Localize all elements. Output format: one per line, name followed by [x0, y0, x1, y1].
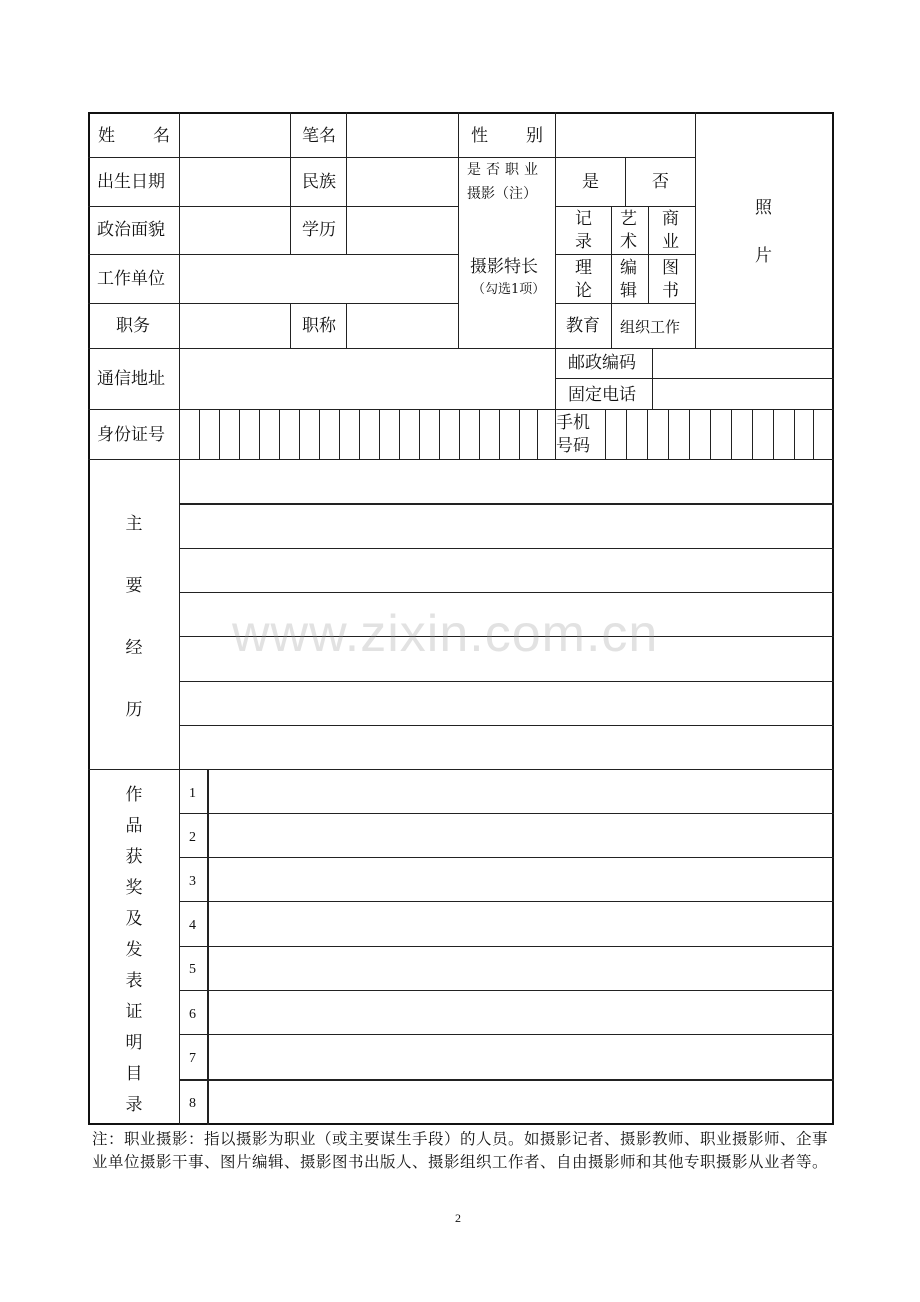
works-label-char: 品 [125, 816, 143, 836]
row-line [88, 459, 834, 460]
is-professional-note-label: 摄影（注） [467, 186, 537, 202]
col-line [652, 348, 653, 409]
education-label: 学历 [302, 220, 336, 240]
col-line [179, 112, 180, 459]
option-editing[interactable]: 编 [620, 258, 637, 278]
row-line [555, 206, 695, 207]
col-line [290, 112, 291, 254]
experience-line [179, 548, 834, 549]
mobile-label: 号码 [556, 436, 590, 456]
experience-line [179, 725, 834, 726]
mobile-digit-line [710, 409, 711, 459]
work-row-number: 6 [189, 1007, 196, 1022]
id-digit-line [239, 409, 240, 459]
col-line [290, 303, 291, 348]
row-line [88, 206, 458, 207]
works-label-char: 明 [125, 1033, 143, 1053]
col-line [648, 206, 649, 303]
works-label-char: 表 [125, 971, 143, 991]
works-line [179, 857, 834, 858]
works-label-char: 证 [125, 1002, 143, 1022]
experience-label-char: 历 [125, 700, 143, 720]
id-digit-line [379, 409, 380, 459]
row-line [555, 378, 834, 379]
works-label-char: 发 [125, 940, 143, 960]
work-row-number: 2 [189, 830, 196, 845]
id-digit-line [459, 409, 460, 459]
work-row-number: 8 [189, 1096, 196, 1111]
experience-label-char: 经 [125, 638, 143, 658]
is-professional-label: 是否职业 [467, 162, 543, 178]
option-art[interactable]: 术 [620, 232, 637, 252]
row-line [88, 303, 458, 304]
id-digit-line [419, 409, 420, 459]
workplace-label: 工作单位 [97, 269, 165, 289]
option-editing[interactable]: 辑 [620, 281, 637, 301]
id-digit-line [219, 409, 220, 459]
experience-line [179, 681, 834, 682]
works-line [179, 1079, 834, 1081]
col-line [695, 112, 696, 348]
title-label: 职称 [302, 316, 336, 336]
works-line [179, 990, 834, 991]
works-label-char: 目 [125, 1064, 143, 1084]
works-label-char: 作 [125, 785, 143, 805]
pen-name-label: 笔名 [302, 126, 336, 146]
option-books[interactable]: 图 [662, 258, 679, 278]
row-line [555, 254, 695, 255]
id-digit-line [339, 409, 340, 459]
col-line [605, 409, 606, 459]
section-line [88, 769, 834, 770]
mobile-digit-line [813, 409, 814, 459]
work-row-number: 3 [189, 874, 196, 889]
works-line [179, 901, 834, 902]
yes-option[interactable]: 是 [582, 172, 599, 192]
col-line [179, 459, 180, 1125]
works-line [179, 946, 834, 947]
mobile-digit-line [794, 409, 795, 459]
mobile-digit-line [773, 409, 774, 459]
work-row-number: 4 [189, 918, 196, 933]
work-row-number: 1 [189, 786, 196, 801]
option-documentary[interactable]: 记 [575, 209, 592, 229]
id-digit-line [319, 409, 320, 459]
birth-date-label: 出生日期 [97, 172, 165, 192]
row-line [88, 348, 834, 349]
id-number-label: 身份证号 [97, 425, 165, 445]
col-line [346, 112, 347, 254]
works-label-char: 获 [125, 847, 143, 867]
mobile-label: 手机 [556, 413, 590, 433]
id-digit-line [299, 409, 300, 459]
option-theory[interactable]: 论 [575, 281, 592, 301]
option-books[interactable]: 书 [662, 281, 679, 301]
col-line [625, 157, 626, 206]
id-digit-line [479, 409, 480, 459]
col-line [346, 303, 347, 348]
address-label: 通信地址 [97, 369, 165, 389]
experience-label-char: 要 [125, 576, 143, 596]
specialty-note: （勾选1项） [472, 282, 546, 297]
option-commercial[interactable]: 商 [662, 209, 679, 229]
works-line [179, 813, 834, 814]
works-line [179, 1034, 834, 1035]
option-organization[interactable]: 组织工作 [620, 318, 681, 336]
row-line [88, 254, 458, 255]
experience-line [179, 592, 834, 593]
works-label-char: 奖 [125, 878, 143, 898]
phone-label: 固定电话 [568, 385, 636, 405]
col-line [555, 112, 556, 459]
option-art[interactable]: 艺 [620, 209, 637, 229]
id-digit-line [499, 409, 500, 459]
mobile-digit-line [647, 409, 648, 459]
work-row-number: 7 [189, 1051, 196, 1066]
no-option[interactable]: 否 [652, 172, 669, 192]
works-label-char: 及 [125, 909, 143, 929]
option-education[interactable]: 教育 [566, 316, 600, 336]
works-label-char: 录 [125, 1095, 143, 1115]
watermark: www.zixin.com.cn [232, 605, 659, 663]
option-theory[interactable]: 理 [575, 258, 592, 278]
id-digit-line [259, 409, 260, 459]
page-number: 2 [455, 1211, 461, 1225]
mobile-digit-line [689, 409, 690, 459]
postcode-label: 邮政编码 [568, 353, 636, 373]
id-digit-line [439, 409, 440, 459]
ethnicity-label: 民族 [302, 172, 336, 192]
name-label: 姓名 [98, 126, 170, 146]
id-digit-line [519, 409, 520, 459]
mobile-digit-line [752, 409, 753, 459]
photo-label: 照 [755, 198, 772, 218]
col-line [207, 769, 209, 1125]
specialty-label: 摄影特长 [470, 257, 538, 277]
work-row-number: 5 [189, 962, 196, 977]
id-digit-line [537, 409, 538, 459]
id-digit-line [279, 409, 280, 459]
option-documentary[interactable]: 录 [575, 232, 592, 252]
footnote: 注：职业摄影：指以摄影为职业（或主要谋生手段）的人员。如摄影记者、摄影教师、职业摄影师、企事业单位摄影干事、图片编辑、摄影图书出版人、摄影组织工作者、自由摄影师和其他专职摄影从业者等。 [92, 1130, 829, 1171]
mobile-digit-line [626, 409, 627, 459]
experience-label-char: 主 [125, 514, 143, 534]
id-digit-line [199, 409, 200, 459]
position-label: 职务 [116, 316, 150, 336]
id-digit-line [359, 409, 360, 459]
mobile-digit-line [668, 409, 669, 459]
mobile-digit-line [731, 409, 732, 459]
row-line [555, 303, 695, 304]
id-digit-line [399, 409, 400, 459]
col-line [458, 112, 459, 348]
photo-label: 片 [755, 246, 772, 266]
experience-line [179, 503, 834, 505]
option-commercial[interactable]: 业 [662, 232, 679, 252]
gender-label: 性别 [471, 126, 543, 146]
political-status-label: 政治面貌 [97, 220, 165, 240]
col-line [611, 206, 612, 348]
